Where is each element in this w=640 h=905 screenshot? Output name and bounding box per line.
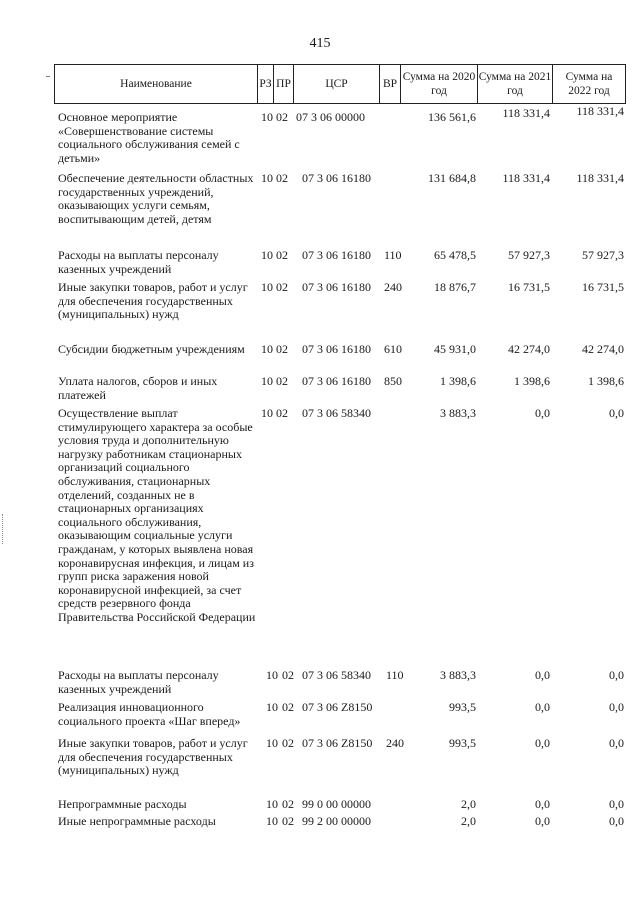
row-csr: 07 3 06 16180 bbox=[302, 374, 371, 388]
row-rz: 10 bbox=[266, 668, 278, 682]
row-sum-2021: 16 731,5 bbox=[508, 280, 550, 294]
row-pr: 02 bbox=[282, 814, 294, 828]
row-sum-2022: 57 927,3 bbox=[582, 248, 624, 262]
row-sum-2020: 2,0 bbox=[461, 797, 476, 811]
row-sum-2020: 136 561,6 bbox=[428, 110, 476, 124]
row-sum-2020: 3 883,3 bbox=[440, 668, 476, 682]
row-name: Уплата налогов, сборов и иных платежей bbox=[58, 374, 218, 402]
header-pr: ПР bbox=[273, 64, 293, 104]
row-name: Основное мероприятие «Совершенствование системы социального обслуживания семей с детьми» bbox=[58, 110, 240, 165]
row-sum-2021: 0,0 bbox=[535, 700, 550, 714]
row-sum-2021: 42 274,0 bbox=[508, 342, 550, 356]
header-name: Наименование bbox=[54, 64, 257, 104]
row-sum-2020: 1 398,6 bbox=[440, 374, 476, 388]
header-sum-2021: Сумма на 2021 год bbox=[477, 64, 552, 104]
row-name: Реализация инновационного социального проекта «Шаг вперед» bbox=[58, 700, 241, 728]
row-csr: 07 3 06 16180 bbox=[302, 248, 371, 262]
row-name: Иные непрограммные расходы bbox=[58, 814, 216, 828]
row-pr: 02 bbox=[276, 248, 288, 262]
row-csr: 07 3 06 00000 bbox=[296, 110, 365, 124]
row-sum-2022: 0,0 bbox=[609, 797, 624, 811]
row-csr: 07 3 06 58340 bbox=[302, 406, 371, 420]
row-name: Субсидии бюджетным учреждениям bbox=[58, 342, 245, 356]
row-csr: 99 0 00 00000 bbox=[302, 797, 371, 811]
row-sum-2021: 118 331,4 bbox=[502, 171, 550, 185]
row-sum-2021: 0,0 bbox=[535, 814, 550, 828]
margin-scan-mark bbox=[2, 514, 5, 544]
row-sum-2022: 118 331,4 bbox=[576, 104, 624, 118]
row-name: Расходы на выплаты персоналу казенных учреждений bbox=[58, 668, 219, 696]
row-sum-2020: 993,5 bbox=[449, 700, 476, 714]
row-sum-2021: 0,0 bbox=[535, 406, 550, 420]
row-name: Иные закупки товаров, работ и услуг для обеспечения государственных (муниципальных) нужд bbox=[58, 736, 248, 778]
row-pr: 02 bbox=[276, 406, 288, 420]
row-pr: 02 bbox=[276, 342, 288, 356]
row-rz: 10 bbox=[266, 700, 278, 714]
header-vr: ВР bbox=[379, 64, 400, 104]
row-rz: 10 bbox=[261, 171, 273, 185]
header-sum-2022: Сумма на 2022 год bbox=[552, 64, 626, 104]
row-rz: 10 bbox=[266, 797, 278, 811]
row-pr: 02 bbox=[276, 110, 288, 124]
row-name: Обеспечение деятельности областных государственных учреждений, оказывающих услуги семьям, воспитывающим детей, детям bbox=[58, 171, 254, 226]
row-sum-2021: 0,0 bbox=[535, 668, 550, 682]
row-vr: 240 bbox=[386, 736, 404, 750]
row-csr: 07 3 06 Z8150 bbox=[302, 700, 373, 714]
row-csr: 07 3 06 Z8150 bbox=[302, 736, 373, 750]
row-rz: 10 bbox=[266, 814, 278, 828]
row-vr: 110 bbox=[386, 668, 404, 682]
row-sum-2022: 16 731,5 bbox=[582, 280, 624, 294]
row-rz: 10 bbox=[261, 342, 273, 356]
row-sum-2022: 1 398,6 bbox=[588, 374, 624, 388]
header-csr: ЦСР bbox=[293, 64, 379, 104]
row-pr: 02 bbox=[282, 700, 294, 714]
row-vr: 610 bbox=[384, 342, 402, 356]
row-csr: 99 2 00 00000 bbox=[302, 814, 371, 828]
header-sum-2020: Сумма на 2020 год bbox=[400, 64, 477, 104]
row-pr: 02 bbox=[276, 280, 288, 294]
row-sum-2022: 0,0 bbox=[609, 700, 624, 714]
row-rz: 10 bbox=[261, 110, 273, 124]
row-sum-2022: 0,0 bbox=[609, 814, 624, 828]
row-vr: 850 bbox=[384, 374, 402, 388]
row-rz: 10 bbox=[261, 374, 273, 388]
row-csr: 07 3 06 16180 bbox=[302, 280, 371, 294]
row-sum-2022: 0,0 bbox=[609, 668, 624, 682]
row-sum-2021: 0,0 bbox=[535, 736, 550, 750]
row-sum-2022: 42 274,0 bbox=[582, 342, 624, 356]
row-sum-2022: 0,0 bbox=[609, 736, 624, 750]
row-sum-2022: 118 331,4 bbox=[576, 171, 624, 185]
row-vr: 110 bbox=[384, 248, 402, 262]
header-rz: РЗ bbox=[257, 64, 273, 104]
row-pr: 02 bbox=[282, 797, 294, 811]
row-name: Осуществление выплат стимулирующего характера за особые условия труда и дополнительную нагрузку работникам стационарных организаций социального обслуживания, стационарных отделений, созданных не в стационарных организациях социального обслуживания, оказывающим социальные услуги гражданам, у которых выявлена новая коронавирусная инфекция, и лицам из групп риска заражения новой коронавирусной инфекцией, за счет средств резервного фонда Правительства Российской Федерации bbox=[58, 406, 256, 624]
scan-mark bbox=[46, 76, 50, 77]
row-csr: 07 3 06 16180 bbox=[302, 171, 371, 185]
row-rz: 10 bbox=[266, 736, 278, 750]
row-csr: 07 3 06 58340 bbox=[302, 668, 371, 682]
row-sum-2020: 2,0 bbox=[461, 814, 476, 828]
row-csr: 07 3 06 16180 bbox=[302, 342, 371, 356]
row-vr: 240 bbox=[384, 280, 402, 294]
page-number: 415 bbox=[309, 36, 331, 51]
row-pr: 02 bbox=[282, 668, 294, 682]
row-sum-2020: 3 883,3 bbox=[440, 406, 476, 420]
row-sum-2020: 45 931,0 bbox=[434, 342, 476, 356]
row-pr: 02 bbox=[282, 736, 294, 750]
row-sum-2020: 18 876,7 bbox=[434, 280, 476, 294]
row-name: Непрограммные расходы bbox=[58, 797, 187, 811]
row-pr: 02 bbox=[276, 374, 288, 388]
row-rz: 10 bbox=[261, 280, 273, 294]
row-pr: 02 bbox=[276, 171, 288, 185]
row-sum-2020: 993,5 bbox=[449, 736, 476, 750]
row-sum-2021: 57 927,3 bbox=[508, 248, 550, 262]
row-sum-2021: 1 398,6 bbox=[514, 374, 550, 388]
row-sum-2021: 118 331,4 bbox=[502, 106, 550, 120]
row-sum-2022: 0,0 bbox=[609, 406, 624, 420]
row-rz: 10 bbox=[261, 406, 273, 420]
row-sum-2021: 0,0 bbox=[535, 797, 550, 811]
row-sum-2020: 65 478,5 bbox=[434, 248, 476, 262]
row-name: Иные закупки товаров, работ и услуг для обеспечения государственных (муниципальных) нужд bbox=[58, 280, 248, 322]
row-rz: 10 bbox=[261, 248, 273, 262]
row-sum-2020: 131 684,8 bbox=[428, 171, 476, 185]
row-name: Расходы на выплаты персоналу казенных учреждений bbox=[58, 248, 219, 276]
